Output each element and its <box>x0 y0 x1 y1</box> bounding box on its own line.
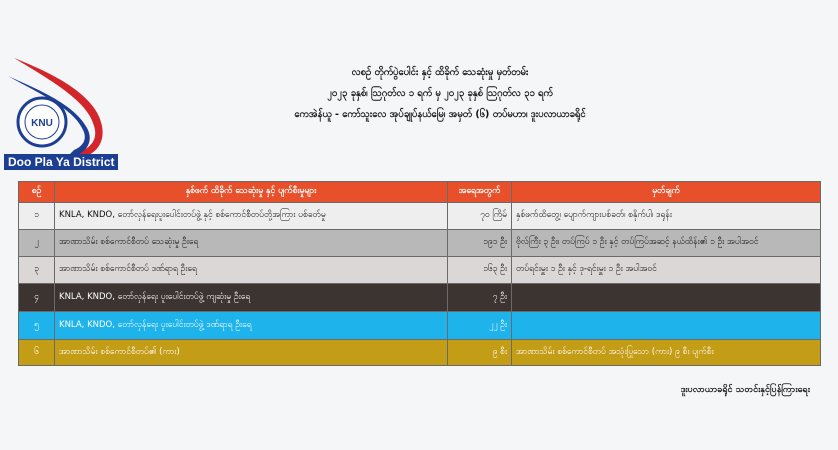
row-no: ၂ <box>19 230 55 257</box>
table-row <box>19 340 821 366</box>
row-no: ၅ <box>19 312 55 340</box>
row-remarks <box>512 312 821 340</box>
row-no: ၄ <box>19 284 55 312</box>
incident-table <box>18 181 821 366</box>
header-remarks: မှတ်ချက် <box>512 182 821 203</box>
row-description: အာဏာသိမ်း စစ်ကောင်စီတပ်၏ (ကား) <box>55 340 448 366</box>
table-row <box>19 284 821 312</box>
document-header <box>210 62 670 125</box>
knu-logo <box>4 52 124 162</box>
row-description: အာဏာသိမ်း စစ်ကောင်စီတပ် ဒဏ်ရာရ ဦးရေ <box>55 257 448 284</box>
row-no: ၆ <box>19 340 55 366</box>
row-description: KNLA, KNDO, တော်လှန်ရေးပူးပေါင်းတပ်ဖွဲ့ နှင့် စစ်ကောင်စီတပ်တို့အကြား ပစ်ခတ်မှု <box>55 203 448 230</box>
header-title: လစဉ် တိုက်ပွဲပေါင်း နှင့် ထိခိုက် သေဆုံးမှု မှတ်တမ်း <box>351 67 529 78</box>
row-remarks: တပ်ရင်းမှူး ၁ ဦး နှင့် ဒု-ရင်းမှူး ၁ ဦး အပါအဝင် <box>512 257 821 284</box>
row-count: ၇၀ ကြိမ် <box>448 203 512 230</box>
header-location: ကေအဲန်ယူ - ကော်သူးလေ အုပ်ချုပ်နယ်မြေ၊ အမှတ် (၆) တပ်မဟာ၊ ဒူးပလာယာခရိုင် <box>294 109 586 120</box>
row-no: ၁ <box>19 203 55 230</box>
row-description: KNLA, KNDO, တော်လှန်ရေး ပူးပေါင်းတပ်ဖွဲ့ ဒဏ်ရာရ ဦးရေ <box>55 312 448 340</box>
row-remarks: နှစ်ဖက်ထိတွေ့၊ ပျောက်ကျားပစ်ခတ်၊ စနိုက်ပါ၊ ဒရုန်း <box>512 203 821 230</box>
row-no: ၃ <box>19 257 55 284</box>
row-count: ၇ ဦး <box>448 284 512 312</box>
header-date-range: ၂၀၂၃ ခုနှစ်၊ ဩဂုတ်လ ၁ ရက် မှ ၂၀၂၃ ခုနှစ် ဩဂုတ်လ ၃၁ ရက် <box>327 88 553 99</box>
row-remarks: ဗိုလ်ကြီး ၃ ဦး၊ တပ်ကြပ် ၁ ဦး နှင့် တပ်ကြပ်အဆင့် နယ်ထိန်း၏ ၁ ဦး အပါအဝင် <box>512 230 821 257</box>
header-count: အရေအတွက် <box>448 182 512 203</box>
row-remarks: အာဏာသိမ်း စစ်ကောင်စီတပ် အသုံးပြုသော (ကား) ၉ စီး ပျက်စီး <box>512 340 821 366</box>
table-row <box>19 203 821 230</box>
header-no: စဉ် <box>19 182 55 203</box>
row-count: ၁၆၃ ဦး <box>448 257 512 284</box>
table-row <box>19 312 821 340</box>
footer-source: ဒူးပလာယာခရိုင် သတင်းနှင့်ပြန်ကြားရေး <box>680 385 810 395</box>
district-label: Doo Pla Ya District <box>4 154 118 170</box>
row-description: KNLA, KNDO, တော်လှန်ရေး ပူးပေါင်းတပ်ဖွဲ့ ကျဆုံးမှု ဦးရေ <box>55 284 448 312</box>
logo-text: KNU <box>31 118 53 129</box>
table-header-row <box>19 182 821 203</box>
row-remarks <box>512 284 821 312</box>
row-count: ၉ စီး <box>448 340 512 366</box>
row-description: အာဏာသိမ်း စစ်ကောင်စီတပ် သေဆုံးမှု ဦးရေ <box>55 230 448 257</box>
row-count: ၂၂ ဦး <box>448 312 512 340</box>
header-description: နှစ်ဖက် ထိခိုက် သေဆုံးမှု နှင့် ပျက်စီးမှုများ <box>55 182 448 203</box>
table-row <box>19 230 821 257</box>
row-count: ၁၉၁ ဦး <box>448 230 512 257</box>
table-row <box>19 257 821 284</box>
